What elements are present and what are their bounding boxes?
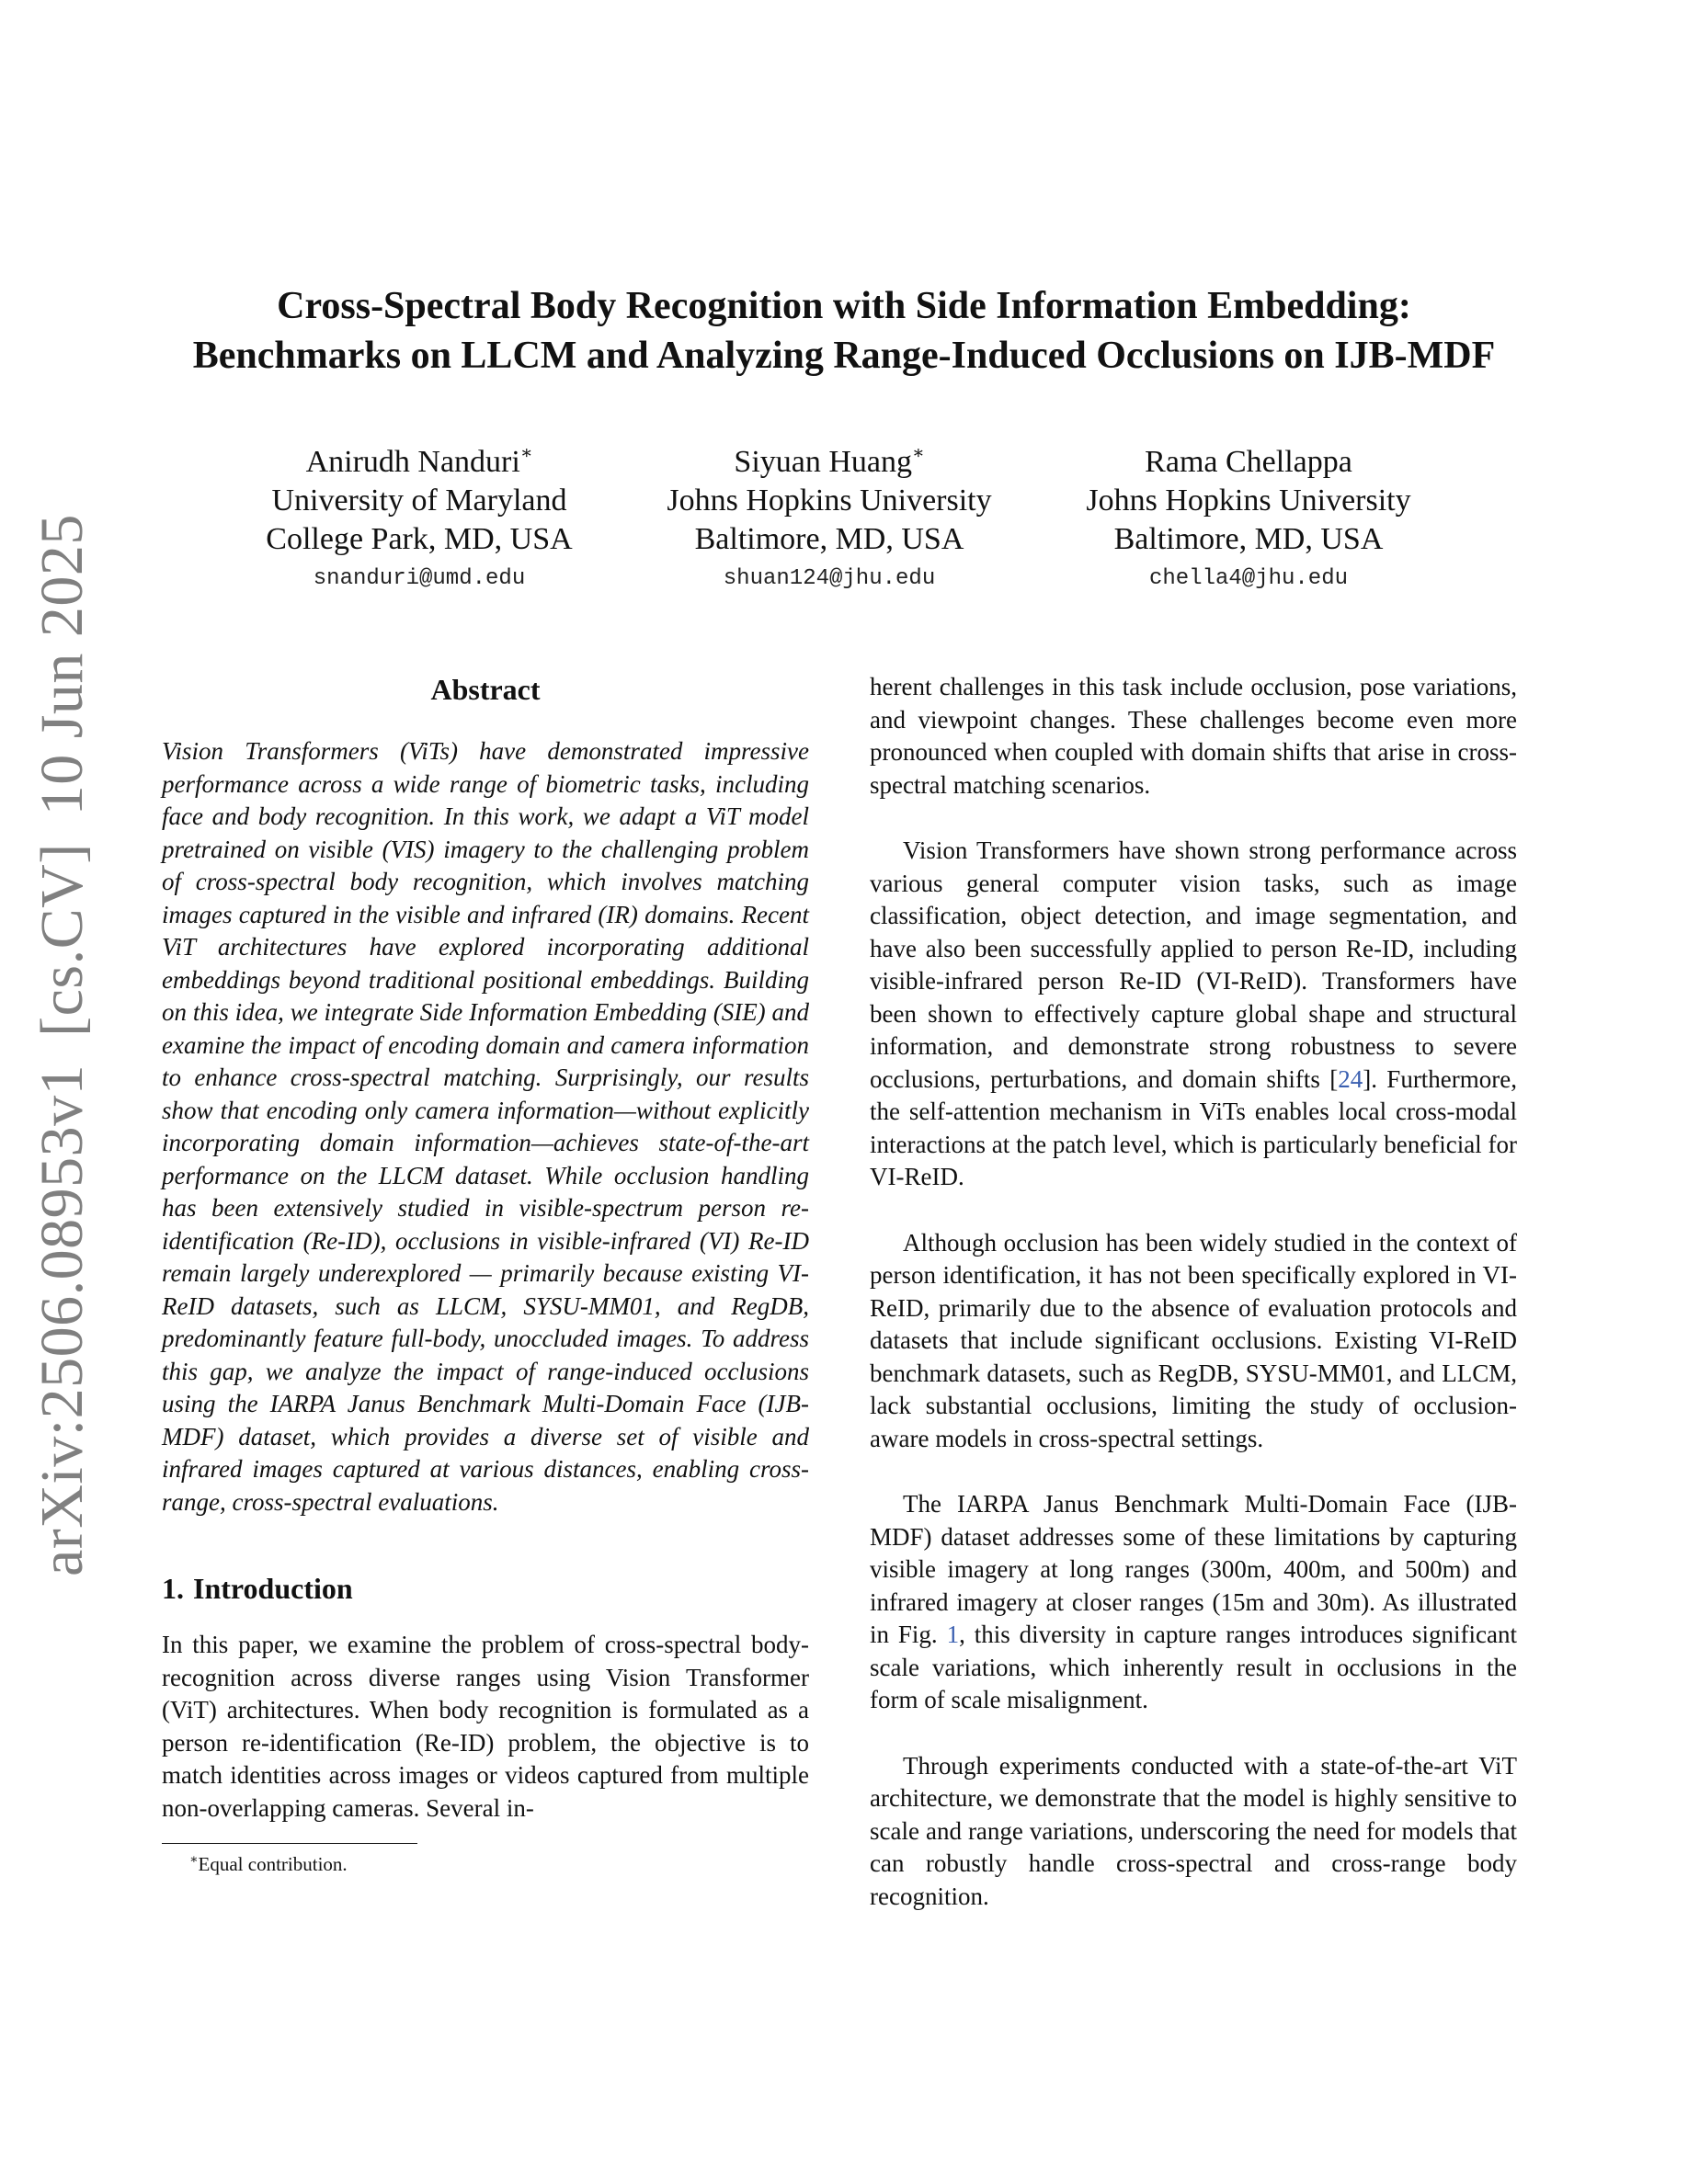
section-heading-introduction: 1. Introduction: [162, 1572, 353, 1605]
introduction-paragraph-2: Vision Transformers have shown strong performance across various general computer vision tasks, such as image classification, object detection, and image segmentation, and have also been successfully applied to person Re-ID, including visible-infrared person Re-ID (VI-ReID). Transformers have been shown to effectively capture global shape and structural information, and demonstrate strong robustness to severe occlusions, perturbations, and domain shifts [24]. Furthermore, the self-attention mechanism in ViTs enables local cross-modal interactions at the patch level, which is particularly beneficial for VI-ReID.: [870, 836, 1518, 1190]
author-location: College Park, MD, USA: [266, 522, 573, 556]
author-affiliation: Johns Hopkins University: [1086, 483, 1411, 518]
author-email[interactable]: shuan124@jhu.edu: [723, 566, 936, 591]
author-name: Anirudh Nanduri∗: [305, 443, 533, 479]
author-block: [226, 443, 612, 596]
right-column: [870, 671, 1517, 1946]
arxiv-id: arXiv:2506.08953v1: [29, 1064, 96, 1576]
author-affiliation: Johns Hopkins University: [667, 483, 992, 518]
author-location: Baltimore, MD, USA: [1113, 522, 1384, 556]
author-block: [636, 443, 1022, 596]
abstract-text: Vision Transformers (ViTs) have demonstrated impressive performance across a wide range of biometric tasks, including face and body recognition. In this work, we adapt a ViT model pretrained on visible (VIS) imagery to the challenging problem of cross-spectral body recognition, which involves matching images captured in the visible and infrared (IR) domains. Recent ViT architectures have explored incorporating additional embeddings beyond traditional positional embeddings. Building on this idea, we integrate Side Information Embedding (SIE) and examine the impact of encoding domain and camera information to enhance cross-spectral matching. Surprisingly, our results show that encoding only camera information—without explicitly incorporating domain information—achieves state-of-the-art performance on the LLCM dataset. While occlusion handling has been extensively studied in visible-spectrum person re-identification (Re-ID), occlusions in visible-infrared (VI) Re-ID remain largely underexplored — primarily because existing VI-ReID datasets, such as LLCM, SYSU-MM01, and RegDB, predominantly feature full-body, unoccluded images. To address this gap, we analyze the impact of range-induced occlusions using the IARPA Janus Benchmark Multi-Domain Face (IJB-MDF) dataset, which provides a diverse set of visible and infrared images captured at various distances, enabling cross-range, cross-spectral evaluations.: [162, 737, 809, 1516]
equal-contribution-marker: ∗: [912, 443, 925, 463]
footnote-divider: [162, 1843, 417, 1844]
citation-link[interactable]: 24: [1338, 1064, 1363, 1093]
author-email[interactable]: chella4@jhu.edu: [1148, 566, 1349, 591]
figure-reference-link[interactable]: 1: [946, 1621, 960, 1648]
arxiv-stamp: [26, 514, 99, 1576]
author-location: Baltimore, MD, USA: [694, 522, 964, 556]
author-name: Siyuan Huang∗: [734, 443, 925, 479]
paper-title: [110, 281, 1578, 381]
introduction-paragraph-1: In this paper, we examine the problem of cross-spectral body-recognition across diverse ranges using Vision Transformer (ViT) architectures. When body recognition is formulated as a person re-identification (Re-ID) problem, the objective is to match identities across images or videos captured from multiple non-overlapping cameras. Several in-: [162, 1631, 809, 1822]
introduction-paragraph-1-continued: herent challenges in this task include occlusion, pose variations, and viewpoint changes. These challenges become even more pronounced when coupled with domain shifts that arise in cross-spectral matching scenarios.: [870, 673, 1517, 799]
abstract-heading: Abstract: [430, 673, 541, 706]
introduction-paragraph-5: Through experiments conducted with a state-of-the-art ViT architecture, we demonstrate that the model is highly sensitive to scale and range variations, underscoring the need for models that can robustly handle cross-spectral and cross-range body recognition.: [870, 1751, 1517, 1910]
title-line-2: Benchmarks on LLCM and Analyzing Range-Induced Occlusions on IJB-MDF: [192, 335, 1496, 377]
title-line-1: Cross-Spectral Body Recognition with Side Information Embedding:: [277, 285, 1411, 327]
author-block: [1055, 443, 1442, 596]
author-name: Rama Chellappa: [1145, 445, 1352, 479]
arxiv-date: 10 Jun 2025: [29, 514, 96, 816]
equal-contribution-marker: ∗: [519, 443, 533, 463]
introduction-paragraph-4: The IARPA Janus Benchmark Multi-Domain Face (IJB-MDF) dataset addresses some of these limitations by capturing visible imagery at long ranges (300m, 400m, and 500m) and infrared imagery at closer ranges (15m and 30m). As illustrated in Fig. 1, this diversity in capture ranges introduces significant scale variations, which inherently result in occlusions in the form of scale misalignment.: [870, 1490, 1517, 1713]
introduction-paragraph-3: Although occlusion has been widely studied in the context of person identification, it has not been specifically explored in VI-ReID, primarily due to the absence of evaluation protocols and datasets that include significant occlusions. Existing VI-ReID benchmark datasets, such as RegDB, SYSU-MM01, and LLCM, lack substantial occlusions, limiting the study of occlusion-aware models in cross-spectral settings.: [870, 1228, 1517, 1452]
author-email[interactable]: snanduri@umd.edu: [313, 566, 526, 591]
left-column: [162, 671, 809, 1877]
author-affiliation: University of Maryland: [271, 483, 567, 518]
footnote: ∗Equal contribution.: [189, 1853, 348, 1875]
arxiv-category: [cs.CV]: [29, 843, 96, 1037]
